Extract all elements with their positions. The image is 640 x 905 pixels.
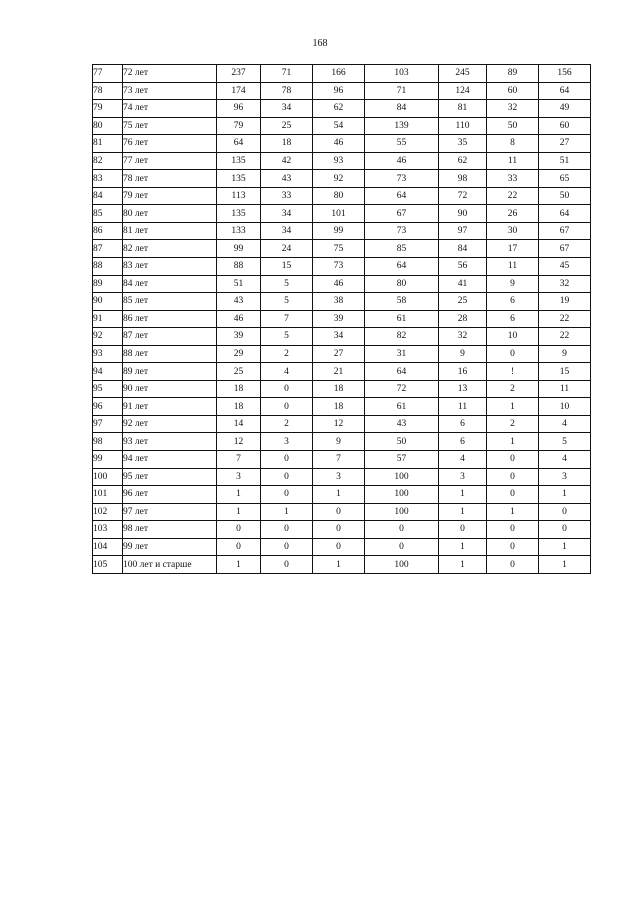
value-cell: 18 [217, 380, 261, 398]
value-cell: 5 [261, 275, 313, 293]
value-cell: 3 [439, 468, 487, 486]
age-label-cell: 77 лет [123, 152, 217, 170]
value-cell: 174 [217, 82, 261, 100]
row-number-cell: 80 [93, 117, 123, 135]
table-row [93, 538, 591, 556]
value-cell: 166 [313, 65, 365, 83]
value-cell: 67 [539, 240, 591, 258]
row-number-cell: 82 [93, 152, 123, 170]
value-cell: 46 [313, 135, 365, 153]
row-number-cell: 88 [93, 258, 123, 276]
value-cell: 0 [487, 486, 539, 504]
value-cell: 45 [539, 258, 591, 276]
value-cell: 88 [217, 258, 261, 276]
value-cell: 0 [261, 398, 313, 416]
value-cell: 50 [539, 187, 591, 205]
value-cell: 11 [487, 258, 539, 276]
table-row [93, 451, 591, 469]
value-cell: 0 [487, 556, 539, 574]
value-cell: 56 [439, 258, 487, 276]
value-cell: 0 [487, 345, 539, 363]
value-cell: 84 [365, 100, 439, 118]
table-row [93, 328, 591, 346]
value-cell: 7 [261, 310, 313, 328]
value-cell: 0 [487, 538, 539, 556]
value-cell: 1 [439, 556, 487, 574]
value-cell: 0 [313, 538, 365, 556]
value-cell: 9 [313, 433, 365, 451]
table-row [93, 293, 591, 311]
value-cell: 156 [539, 65, 591, 83]
row-number-cell: 99 [93, 451, 123, 469]
value-cell: 0 [261, 380, 313, 398]
value-cell: 80 [313, 187, 365, 205]
value-cell: 0 [217, 538, 261, 556]
age-label-cell: 81 лет [123, 222, 217, 240]
table-row [93, 152, 591, 170]
table-row [93, 468, 591, 486]
value-cell: 0 [261, 521, 313, 539]
age-label-cell: 83 лет [123, 258, 217, 276]
row-number-cell: 94 [93, 363, 123, 381]
value-cell: 10 [539, 398, 591, 416]
age-label-cell: 94 лет [123, 451, 217, 469]
row-number-cell: 93 [93, 345, 123, 363]
value-cell: 13 [439, 380, 487, 398]
value-cell: 16 [439, 363, 487, 381]
value-cell: 1 [487, 398, 539, 416]
row-number-cell: 91 [93, 310, 123, 328]
value-cell: 27 [539, 135, 591, 153]
age-label-cell: 80 лет [123, 205, 217, 223]
value-cell: 58 [365, 293, 439, 311]
value-cell: 35 [439, 135, 487, 153]
value-cell: 18 [261, 135, 313, 153]
value-cell: 8 [487, 135, 539, 153]
value-cell: 99 [313, 222, 365, 240]
value-cell: 38 [313, 293, 365, 311]
value-cell: 0 [487, 451, 539, 469]
value-cell: 6 [439, 433, 487, 451]
value-cell: 61 [365, 398, 439, 416]
table-row [93, 310, 591, 328]
value-cell: 97 [439, 222, 487, 240]
value-cell: 71 [365, 82, 439, 100]
table-row [93, 486, 591, 504]
value-cell: 75 [313, 240, 365, 258]
value-cell: 1 [487, 503, 539, 521]
value-cell: 64 [365, 258, 439, 276]
table-row [93, 65, 591, 83]
value-cell: 19 [539, 293, 591, 311]
value-cell: 113 [217, 187, 261, 205]
table-row [93, 380, 591, 398]
row-number-cell: 83 [93, 170, 123, 188]
row-number-cell: 85 [93, 205, 123, 223]
value-cell: 78 [261, 82, 313, 100]
table-row [93, 363, 591, 381]
value-cell: 11 [539, 380, 591, 398]
value-cell: 1 [439, 538, 487, 556]
value-cell: 103 [365, 65, 439, 83]
value-cell: 101 [313, 205, 365, 223]
value-cell: 80 [365, 275, 439, 293]
age-label-cell: 82 лет [123, 240, 217, 258]
value-cell: 54 [313, 117, 365, 135]
age-label-cell: 93 лет [123, 433, 217, 451]
age-data-table [92, 64, 591, 574]
value-cell: 65 [539, 170, 591, 188]
value-cell: 43 [365, 415, 439, 433]
row-number-cell: 87 [93, 240, 123, 258]
row-number-cell: 86 [93, 222, 123, 240]
table-row [93, 398, 591, 416]
value-cell: 100 [365, 486, 439, 504]
value-cell: 2 [487, 415, 539, 433]
value-cell: 71 [261, 65, 313, 83]
value-cell: 1 [313, 556, 365, 574]
table-row [93, 521, 591, 539]
age-label-cell: 86 лет [123, 310, 217, 328]
row-number-cell: 78 [93, 82, 123, 100]
age-label-cell: 98 лет [123, 521, 217, 539]
value-cell: 15 [539, 363, 591, 381]
value-cell: 72 [439, 187, 487, 205]
value-cell: 62 [439, 152, 487, 170]
value-cell: ! [487, 363, 539, 381]
table-row [93, 415, 591, 433]
value-cell: 31 [365, 345, 439, 363]
value-cell: 64 [539, 82, 591, 100]
value-cell: 43 [217, 293, 261, 311]
value-cell: 64 [365, 187, 439, 205]
row-number-cell: 102 [93, 503, 123, 521]
value-cell: 43 [261, 170, 313, 188]
value-cell: 5 [539, 433, 591, 451]
value-cell: 27 [313, 345, 365, 363]
row-number-cell: 84 [93, 187, 123, 205]
row-number-cell: 95 [93, 380, 123, 398]
value-cell: 1 [539, 556, 591, 574]
value-cell: 124 [439, 82, 487, 100]
value-cell: 0 [313, 521, 365, 539]
value-cell: 0 [365, 521, 439, 539]
row-number-cell: 92 [93, 328, 123, 346]
value-cell: 64 [539, 205, 591, 223]
value-cell: 3 [261, 433, 313, 451]
value-cell: 79 [217, 117, 261, 135]
value-cell: 61 [365, 310, 439, 328]
value-cell: 28 [439, 310, 487, 328]
row-number-cell: 103 [93, 521, 123, 539]
value-cell: 0 [487, 521, 539, 539]
value-cell: 64 [365, 363, 439, 381]
age-label-cell: 92 лет [123, 415, 217, 433]
value-cell: 6 [487, 310, 539, 328]
value-cell: 64 [217, 135, 261, 153]
value-cell: 60 [539, 117, 591, 135]
value-cell: 85 [365, 240, 439, 258]
table-row [93, 275, 591, 293]
value-cell: 3 [313, 468, 365, 486]
value-cell: 7 [217, 451, 261, 469]
value-cell: 34 [261, 100, 313, 118]
value-cell: 51 [217, 275, 261, 293]
table-row [93, 556, 591, 574]
row-number-cell: 100 [93, 468, 123, 486]
age-label-cell: 99 лет [123, 538, 217, 556]
table-row [93, 258, 591, 276]
row-number-cell: 96 [93, 398, 123, 416]
value-cell: 7 [313, 451, 365, 469]
value-cell: 33 [487, 170, 539, 188]
value-cell: 135 [217, 152, 261, 170]
value-cell: 100 [365, 503, 439, 521]
row-number-cell: 81 [93, 135, 123, 153]
value-cell: 11 [439, 398, 487, 416]
value-cell: 4 [261, 363, 313, 381]
value-cell: 25 [261, 117, 313, 135]
value-cell: 96 [217, 100, 261, 118]
value-cell: 133 [217, 222, 261, 240]
value-cell: 9 [539, 345, 591, 363]
value-cell: 0 [539, 521, 591, 539]
value-cell: 46 [217, 310, 261, 328]
value-cell: 1 [487, 433, 539, 451]
row-number-cell: 79 [93, 100, 123, 118]
value-cell: 55 [365, 135, 439, 153]
row-number-cell: 104 [93, 538, 123, 556]
value-cell: 24 [261, 240, 313, 258]
value-cell: 0 [261, 468, 313, 486]
value-cell: 17 [487, 240, 539, 258]
value-cell: 245 [439, 65, 487, 83]
value-cell: 237 [217, 65, 261, 83]
value-cell: 2 [261, 345, 313, 363]
value-cell: 39 [313, 310, 365, 328]
value-cell: 84 [439, 240, 487, 258]
value-cell: 26 [487, 205, 539, 223]
value-cell: 93 [313, 152, 365, 170]
value-cell: 1 [261, 503, 313, 521]
value-cell: 82 [365, 328, 439, 346]
age-label-cell: 87 лет [123, 328, 217, 346]
table-row [93, 503, 591, 521]
value-cell: 18 [313, 380, 365, 398]
value-cell: 2 [487, 380, 539, 398]
value-cell: 1 [217, 503, 261, 521]
row-number-cell: 101 [93, 486, 123, 504]
value-cell: 0 [217, 521, 261, 539]
value-cell: 4 [539, 451, 591, 469]
value-cell: 139 [365, 117, 439, 135]
value-cell: 0 [261, 451, 313, 469]
value-cell: 57 [365, 451, 439, 469]
age-label-cell: 79 лет [123, 187, 217, 205]
age-label-cell: 85 лет [123, 293, 217, 311]
value-cell: 73 [365, 170, 439, 188]
value-cell: 46 [313, 275, 365, 293]
value-cell: 1 [439, 503, 487, 521]
value-cell: 1 [539, 538, 591, 556]
value-cell: 15 [261, 258, 313, 276]
value-cell: 1 [313, 486, 365, 504]
value-cell: 14 [217, 415, 261, 433]
table-row [93, 82, 591, 100]
value-cell: 18 [313, 398, 365, 416]
value-cell: 0 [261, 486, 313, 504]
value-cell: 72 [365, 380, 439, 398]
value-cell: 0 [439, 521, 487, 539]
value-cell: 135 [217, 170, 261, 188]
value-cell: 46 [365, 152, 439, 170]
value-cell: 1 [539, 486, 591, 504]
table-row [93, 170, 591, 188]
value-cell: 18 [217, 398, 261, 416]
value-cell: 32 [487, 100, 539, 118]
value-cell: 30 [487, 222, 539, 240]
value-cell: 34 [261, 222, 313, 240]
value-cell: 6 [439, 415, 487, 433]
row-number-cell: 77 [93, 65, 123, 83]
value-cell: 25 [439, 293, 487, 311]
table-row [93, 100, 591, 118]
age-label-cell: 96 лет [123, 486, 217, 504]
value-cell: 100 [365, 556, 439, 574]
age-label-cell: 73 лет [123, 82, 217, 100]
value-cell: 67 [539, 222, 591, 240]
value-cell: 0 [261, 556, 313, 574]
value-cell: 12 [217, 433, 261, 451]
value-cell: 3 [539, 468, 591, 486]
value-cell: 10 [487, 328, 539, 346]
value-cell: 9 [439, 345, 487, 363]
value-cell: 50 [487, 117, 539, 135]
value-cell: 39 [217, 328, 261, 346]
age-label-cell: 84 лет [123, 275, 217, 293]
value-cell: 50 [365, 433, 439, 451]
value-cell: 73 [313, 258, 365, 276]
value-cell: 51 [539, 152, 591, 170]
value-cell: 98 [439, 170, 487, 188]
table-row [93, 345, 591, 363]
value-cell: 1 [217, 556, 261, 574]
value-cell: 67 [365, 205, 439, 223]
age-label-cell: 72 лет [123, 65, 217, 83]
value-cell: 73 [365, 222, 439, 240]
row-number-cell: 97 [93, 415, 123, 433]
age-label-cell: 100 лет и старше [123, 556, 217, 574]
table-row [93, 433, 591, 451]
table-row [93, 240, 591, 258]
value-cell: 25 [217, 363, 261, 381]
value-cell: 0 [261, 538, 313, 556]
age-label-cell: 78 лет [123, 170, 217, 188]
value-cell: 0 [313, 503, 365, 521]
value-cell: 21 [313, 363, 365, 381]
table-row [93, 187, 591, 205]
table-row [93, 222, 591, 240]
value-cell: 0 [539, 503, 591, 521]
row-number-cell: 89 [93, 275, 123, 293]
value-cell: 4 [539, 415, 591, 433]
age-label-cell: 75 лет [123, 117, 217, 135]
age-label-cell: 88 лет [123, 345, 217, 363]
value-cell: 81 [439, 100, 487, 118]
table-row [93, 117, 591, 135]
value-cell: 4 [439, 451, 487, 469]
table-row [93, 135, 591, 153]
value-cell: 110 [439, 117, 487, 135]
value-cell: 32 [539, 275, 591, 293]
value-cell: 62 [313, 100, 365, 118]
value-cell: 0 [365, 538, 439, 556]
age-label-cell: 76 лет [123, 135, 217, 153]
value-cell: 90 [439, 205, 487, 223]
value-cell: 12 [313, 415, 365, 433]
value-cell: 32 [439, 328, 487, 346]
value-cell: 22 [539, 328, 591, 346]
age-label-cell: 91 лет [123, 398, 217, 416]
value-cell: 34 [313, 328, 365, 346]
value-cell: 89 [487, 65, 539, 83]
age-label-cell: 95 лет [123, 468, 217, 486]
row-number-cell: 105 [93, 556, 123, 574]
value-cell: 3 [217, 468, 261, 486]
value-cell: 100 [365, 468, 439, 486]
age-label-cell: 90 лет [123, 380, 217, 398]
age-label-cell: 74 лет [123, 100, 217, 118]
value-cell: 5 [261, 293, 313, 311]
table-body [93, 65, 591, 574]
value-cell: 33 [261, 187, 313, 205]
value-cell: 92 [313, 170, 365, 188]
value-cell: 41 [439, 275, 487, 293]
value-cell: 11 [487, 152, 539, 170]
value-cell: 135 [217, 205, 261, 223]
value-cell: 0 [487, 468, 539, 486]
value-cell: 2 [261, 415, 313, 433]
value-cell: 99 [217, 240, 261, 258]
value-cell: 34 [261, 205, 313, 223]
page-number: 168 [312, 38, 328, 49]
value-cell: 1 [439, 486, 487, 504]
row-number-cell: 98 [93, 433, 123, 451]
table-row [93, 205, 591, 223]
value-cell: 22 [487, 187, 539, 205]
value-cell: 9 [487, 275, 539, 293]
value-cell: 22 [539, 310, 591, 328]
value-cell: 29 [217, 345, 261, 363]
value-cell: 42 [261, 152, 313, 170]
value-cell: 96 [313, 82, 365, 100]
age-label-cell: 89 лет [123, 363, 217, 381]
value-cell: 5 [261, 328, 313, 346]
row-number-cell: 90 [93, 293, 123, 311]
age-label-cell: 97 лет [123, 503, 217, 521]
value-cell: 6 [487, 293, 539, 311]
value-cell: 1 [217, 486, 261, 504]
value-cell: 49 [539, 100, 591, 118]
value-cell: 60 [487, 82, 539, 100]
